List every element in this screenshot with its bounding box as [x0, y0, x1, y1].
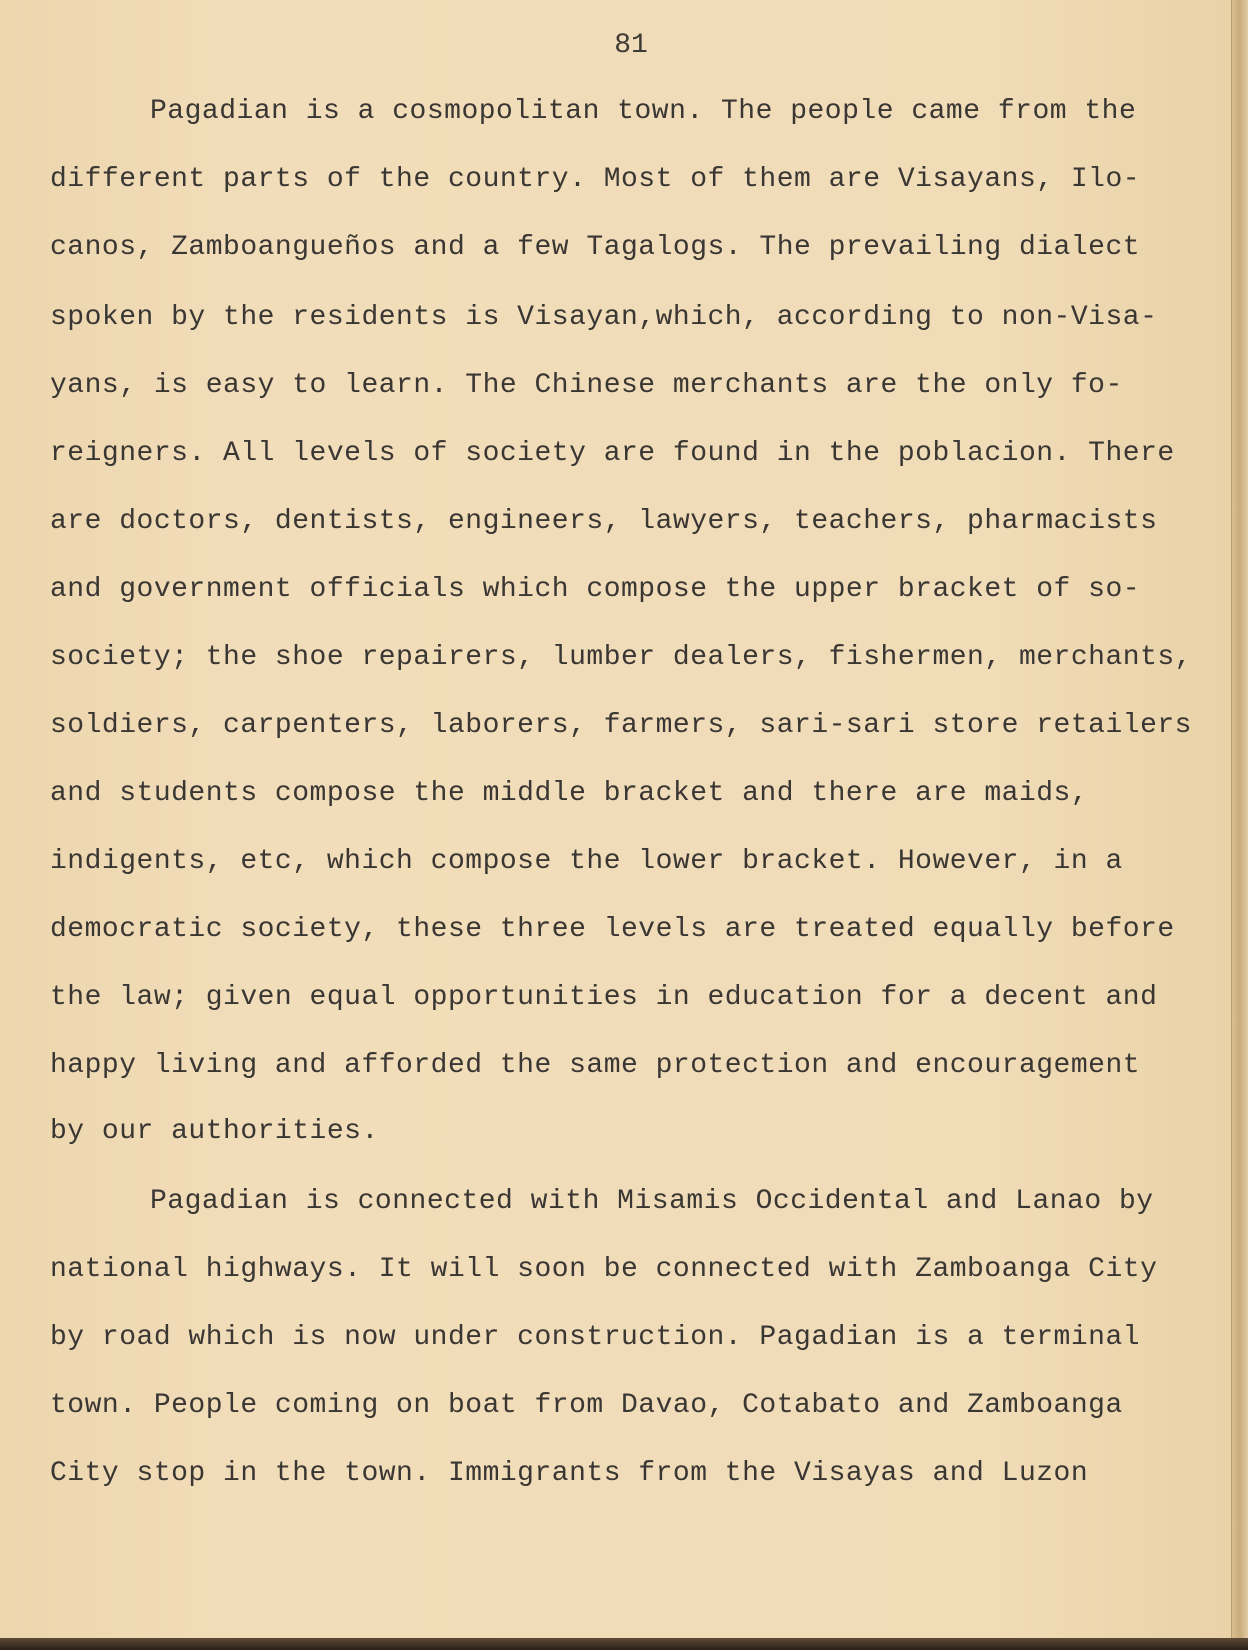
paragraph-2-line-5: City stop in the town. Immigrants from the Visayas and Luzon: [50, 1458, 1089, 1489]
paragraph-1-line-14: the law; given equal opportunities in education for a decent and: [50, 982, 1158, 1013]
paragraph-1-line-12: indigents, etc, which compose the lower bracket. However, in a: [50, 846, 1123, 877]
paragraph-2-line-3: by road which is now under construction. Pagadian is a terminal: [50, 1322, 1141, 1353]
paragraph-1-line-5: yans, is easy to learn. The Chinese merchants are the only fo-: [50, 370, 1123, 401]
binding-edge: [1231, 0, 1248, 1650]
paragraph-1-line-1: Pagadian is a cosmopolitan town. The people came from the: [150, 96, 1137, 127]
paragraph-2-line-2: national highways. It will soon be connected with Zamboanga City: [50, 1254, 1158, 1285]
paragraph-2-line-1: Pagadian is connected with Misamis Occidental and Lanao by: [150, 1186, 1154, 1217]
paragraph-1-line-16: by our authorities.: [50, 1116, 379, 1147]
paragraph-1-line-7: are doctors, dentists, engineers, lawyers, teachers, pharmacists: [50, 506, 1158, 537]
paragraph-1-line-10: soldiers, carpenters, laborers, farmers, sari-sari store retailers: [50, 710, 1192, 741]
paragraph-1-line-11: and students compose the middle bracket and there are maids,: [50, 778, 1089, 809]
paragraph-1-line-8: and government officials which compose the upper bracket of so-: [50, 574, 1141, 605]
paragraph-1-line-2: different parts of the country. Most of them are Visayans, Ilo-: [50, 164, 1141, 195]
paragraph-1-line-13: democratic society, these three levels are treated equally before: [50, 914, 1175, 945]
page-number: 81: [614, 30, 648, 61]
paragraph-1-line-3: canos, Zamboangueños and a few Tagalogs. The prevailing dialect: [50, 232, 1141, 263]
paragraph-1-line-15: happy living and afforded the same protection and encouragement: [50, 1050, 1141, 1081]
paragraph-1-line-6: reigners. All levels of society are found in the poblacion. There: [50, 438, 1175, 469]
page-bottom-edge: [0, 1638, 1248, 1650]
paragraph-1-line-9: society; the shoe repairers, lumber dealers, fishermen, merchants,: [50, 642, 1192, 673]
paragraph-2-line-4: town. People coming on boat from Davao, Cotabato and Zamboanga: [50, 1390, 1123, 1421]
paragraph-1-line-4: spoken by the residents is Visayan,which, according to non-Visa-: [50, 302, 1158, 333]
